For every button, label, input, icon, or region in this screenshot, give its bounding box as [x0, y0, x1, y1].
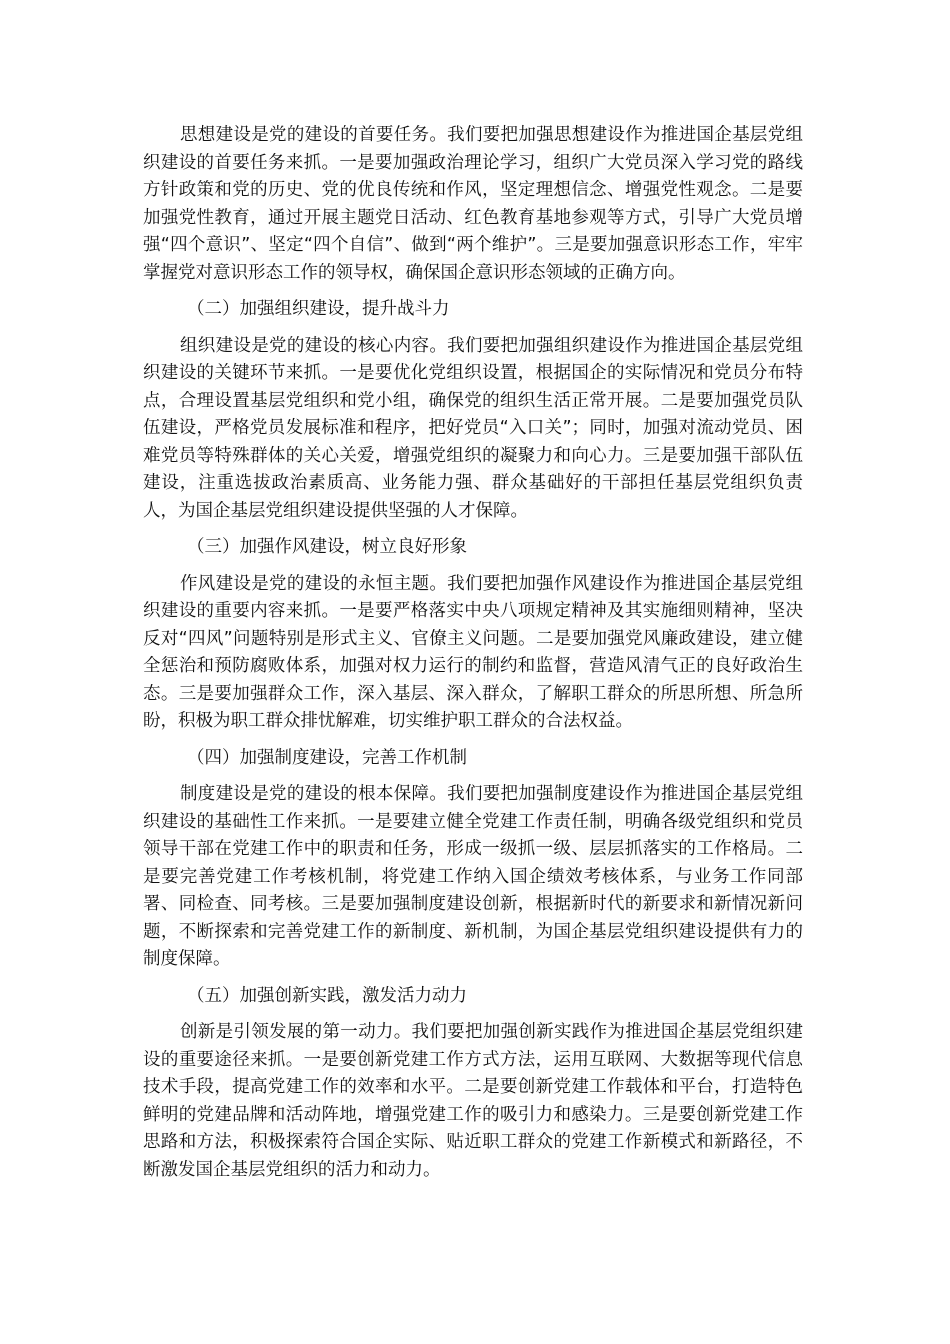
heading-work-style: （三）加强作风建设，树立良好形象: [187, 537, 467, 557]
heading-institution: （四）加强制度建设，完善工作机制: [187, 747, 467, 768]
heading-organization: （二）加强组织建设，提升战斗力: [187, 299, 450, 319]
paragraph-institution: 制度建设是党的建设的根本保障。我们要把加强制度建设作为推进国企基层党组织建设的基础性工作来抓。一是要建立健全党建工作责任制，明确各级党组织和党员领导干部在党建工作中的职责和任务，形成一级抓一级、层层抓落实的工作格局。二是要完善党建工作考核机制，将党建工作纳入国企绩效考核体系，与业务工作同部署、同检查、同考核。三是要加强制度建设创新，根据新时代的新要求和新情况新问题，不断探索和完善党建工作的新制度、新机制，为国企基层党组织建设提供有力的制度保障。: [143, 784, 803, 969]
paragraph-innovation: 创新是引领发展的第一动力。我们要把加强创新实践作为推进国企基层党组织建设的重要途径来抓。一是要创新党建工作方式方法，运用互联网、大数据等现代信息技术手段，提高党建工作的效率和水平。二是要创新党建工作载体和平台，打造特色鲜明的党建品牌和活动阵地，增强党建工作的吸引力和感染力。三是要创新党建工作思路和方法，积极探索符合国企实际、贴近职工群众的党建工作新模式和新路径，不断激发国企基层党组织的活力和动力。: [143, 1022, 803, 1180]
paragraph-work-style: 作风建设是党的建设的永恒主题。我们要把加强作风建设作为推进国企基层党组织建设的重要内容来抓。一是要严格落实中央八项规定精神及其实施细则精神，坚决反对“四风”问题特别是形式主义、官僚主义问题。二是要加强党风廉政建设，建立健全惩治和预防腐败体系，加强对权力运行的制约和监督，营造风清气正的良好政治生态。三是要加强群众工作，深入基层、深入群众，了解职工群众的所思所想、所急所盼，积极为职工群众排忧解难，切实维护职工群众的合法权益。: [143, 573, 803, 731]
heading-innovation: （五）加强创新实践，激发活力动力: [187, 985, 467, 1006]
paragraph-organization: 组织建设是党的建设的核心内容。我们要把加强组织建设作为推进国企基层党组织建设的关键环节来抓。一是要优化党组织设置，根据国企的实际情况和党员分布特点，合理设置基层党组织和党小组，确保党的组织生活正常开展。二是要加强党员队伍建设，严格党员发展标准和程序，把好党员“入口关”；同时，加强对流动党员、困难党员等特殊群体的关心关爱，增强党组织的凝聚力和向心力。三是要加强干部队伍建设，注重选拔政治素质高、业务能力强、群众基础好的干部担任基层党组织负责人，为国企基层党组织建设提供坚强的人才保障。: [143, 335, 803, 521]
paragraph-ideological: 思想建设是党的建设的首要任务。我们要把加强思想建设作为推进国企基层党组织建设的首要任务来抓。一是要加强政治理论学习，组织广大党员深入学习党的路线方针政策和党的历史、党的优良传统和作风，坚定理想信念、增强党性观念。二是要加强党性教育，通过开展主题党日活动、红色教育基地参观等方式，引导广大党员增强“四个意识”、坚定“四个自信”、做到“两个维护”。三是要加强意识形态工作，牢牢掌握党对意识形态工作的领导权，确保国企意识形态领域的正确方向。: [143, 125, 803, 283]
document-page: [143, 122, 803, 1193]
